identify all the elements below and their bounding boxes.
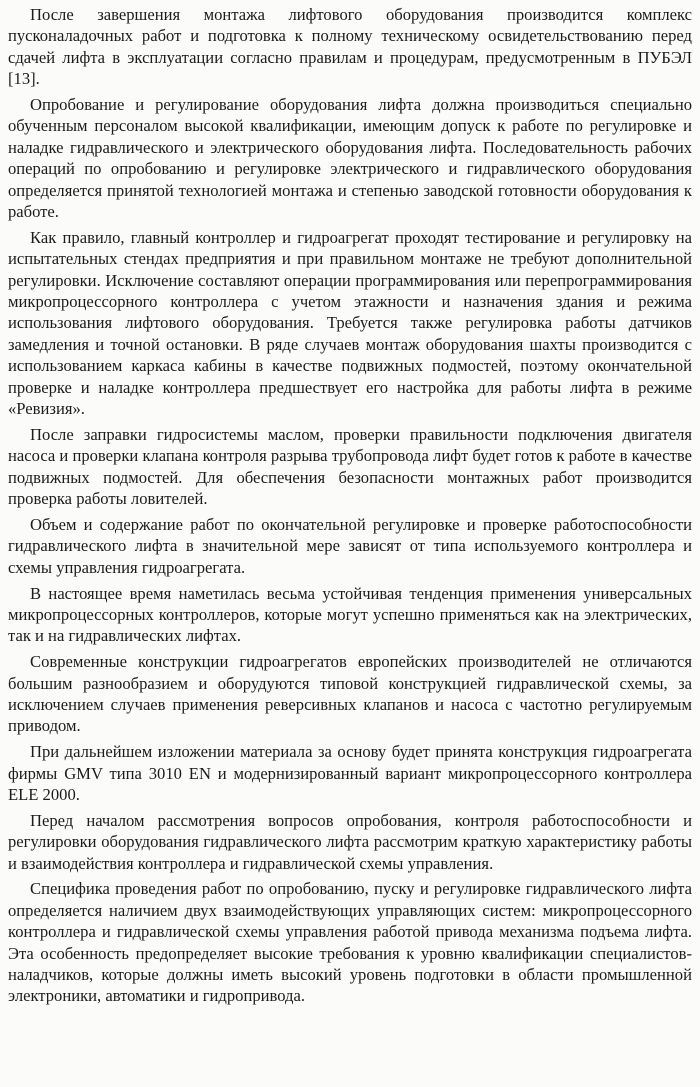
paragraph-controller-adjustment: Как правило, главный контроллер и гидроагрегат проходят тестирование и регулировку на испытательных стендах предприятия и при правильном монтаже не требуют дополнительной регулировки. Исключение составляют операции программирования или перепрограммирования микропроцессорного контроллера с учетом этажности и назначения здания и режима использования лифтового оборудования. Требуется также регулировка работы датчиков замедления и точной остановки. В ряде случаев монтаж оборудования шахты производится с использованием каркаса кабины в качестве подвижных подмостей, поэтому окончательной проверке и наладке контроллера предшествует его настройка для работы лифта в режиме «Ревизия». — [8, 227, 692, 419]
paragraph-specifics: Специфика проведения работ по опробованию, пуску и регулировке гидравлического лифта определяется наличием двух взаимодействующих управляющих систем: микропроцессорного контроллера и гидравлической схемы управления работой привода механизма подъема лифта. Эта особенность предопределяет высокие требования к уровню квалификации специалистов-наладчиков, которые должны иметь высокий уровень подготовки в области промышленной электроники, автоматики и гидропривода. — [8, 879, 692, 1006]
paragraph-scope-of-work: Объем и содержание работ по окончательной регулировке и проверке работоспособности гидравлического лифта в значительной мере зависят от типа используемого контроллера и схемы управления гидроагрегата. — [8, 514, 692, 577]
paragraph-testing-personnel: Опробование и регулирование оборудования лифта должна производиться специально обученным персоналом высокой квалификации, имеющим допуск к работе по регулировке и наладке гидравлического и электрического оборудования лифта. Последовательность рабочих операций по опробованию и регулировке электрического и гидравлического оборудования определяется принятой технологией монтажа и степенью заводской готовности оборудования к работе. — [8, 95, 692, 222]
paragraph-commissioning-intro: После завершения монтажа лифтового оборудования производится комплекс пусконаладочных работ и подготовка к полному техническому освидетельствованию перед сдачей лифта в эксплуатации согласно правилам и процедурам, предусмотренным в ПУБЭЛ [13]. — [8, 5, 692, 89]
paragraph-gmv-basis: При дальнейшем изложении материала за основу будет принята конструкция гидроагрегата фирмы GMV типа 3010 EN и модернизированный вариант микропроцессорного контроллера ELE 2000. — [8, 742, 692, 804]
paragraph-before-review: Перед началом рассмотрения вопросов опробования, контроля работоспособности и регулировки оборудования гидравлического лифта рассмотрим краткую характеристику работы и взаимодействия контроллера и гидравлической схемы управления. — [8, 810, 692, 873]
paragraph-european-units: Современные конструкции гидроагрегатов европейских производителей не отличаются большим разнообразием и оборудуются типовой конструкцией гидравлической схемы, за исключением случаев применения реверсивных клапанов и насоса с частотно регулируемым приводом. — [8, 652, 692, 736]
paragraph-universal-controllers: В настоящее время наметилась весьма устойчивая тенденция применения универсальных микропроцессорных контроллеров, которые могут успешно применяться как на электрических, так и на гидравлических лифтах. — [8, 583, 692, 646]
paragraph-hydraulic-fill: После заправки гидросистемы маслом, проверки правильности подключения двигателя насоса и проверки клапана контроля разрыва трубопровода лифт будет готов к работе в качестве подвижных подмостей. Для обеспечения безопасности монтажных работ производится проверка работы ловителей. — [8, 424, 692, 509]
